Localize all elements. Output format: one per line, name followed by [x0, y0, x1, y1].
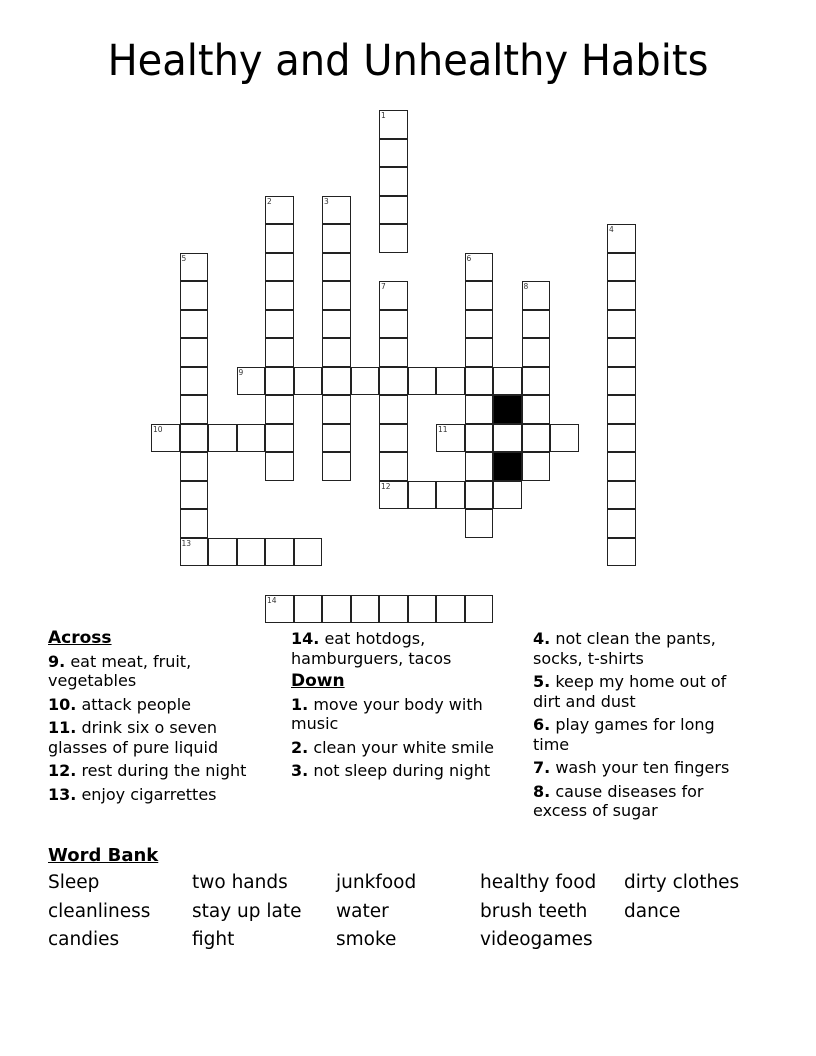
- grid-cell[interactable]: [208, 538, 237, 567]
- word-bank-item: [624, 929, 768, 958]
- clue-across-9: [48, 652, 278, 691]
- grid-cell[interactable]: [379, 281, 408, 310]
- word-bank-item: videogames: [480, 929, 593, 950]
- grid-cell[interactable]: [379, 110, 408, 139]
- clues-column-2: [291, 629, 516, 785]
- cell-number: 6: [466, 253, 472, 263]
- clue-across-12: [48, 761, 278, 781]
- clue-number: 13.: [48, 784, 77, 804]
- word-bank-item: stay up late: [192, 900, 302, 922]
- black-cell: [493, 395, 522, 424]
- word-bank-item: Sleep: [48, 872, 100, 893]
- grid-cell[interactable]: [180, 310, 209, 339]
- grid-cell[interactable]: [607, 310, 636, 339]
- grid-cell[interactable]: [436, 481, 465, 510]
- cell-number: 7: [381, 282, 386, 291]
- grid-cell[interactable]: [607, 424, 636, 453]
- grid-cell[interactable]: [237, 538, 266, 567]
- grid-cell[interactable]: [465, 595, 494, 624]
- grid-cell[interactable]: [265, 538, 294, 567]
- grid-cell[interactable]: [322, 338, 351, 367]
- grid-cell[interactable]: [151, 424, 180, 453]
- grid-cell[interactable]: [607, 452, 636, 481]
- grid-cell[interactable]: [180, 481, 209, 510]
- grid-cell[interactable]: [322, 424, 351, 453]
- cell-number: 1: [381, 111, 386, 120]
- grid-cell[interactable]: [379, 224, 408, 253]
- grid-cell[interactable]: [180, 395, 209, 424]
- across-header: Across: [48, 628, 112, 648]
- grid-cell[interactable]: [322, 253, 351, 282]
- grid-cell[interactable]: [294, 595, 323, 624]
- grid-cell[interactable]: [265, 196, 294, 225]
- clue-number: 11.: [48, 718, 77, 737]
- grid-cell[interactable]: [322, 310, 351, 339]
- grid-cell[interactable]: [180, 509, 209, 538]
- grid-cell[interactable]: [465, 452, 494, 481]
- grid-cell[interactable]: [237, 424, 266, 453]
- grid-cell[interactable]: [607, 509, 636, 538]
- grid-cell[interactable]: [436, 595, 465, 624]
- grid-cell[interactable]: [607, 253, 636, 282]
- grid-cell[interactable]: [322, 452, 351, 481]
- clue-text: eat meat, fruit, vegetables: [48, 651, 192, 690]
- grid-cell[interactable]: [351, 595, 380, 624]
- clue-across-10: [48, 695, 278, 715]
- grid-cell[interactable]: [408, 481, 437, 510]
- clue-text: play games for long time: [533, 715, 715, 754]
- word-bank-item: candies: [48, 929, 120, 950]
- grid-cell[interactable]: [408, 595, 437, 624]
- grid-cell[interactable]: [408, 367, 437, 396]
- cell-number: 12: [381, 481, 391, 491]
- grid-cell[interactable]: [294, 538, 323, 567]
- word-bank-row: [48, 901, 778, 930]
- cell-number: 5: [181, 253, 187, 263]
- clue-down-2: [291, 738, 516, 758]
- grid-cell[interactable]: [265, 224, 294, 253]
- clue-text: move your body with music: [291, 694, 483, 733]
- grid-cell[interactable]: [180, 281, 209, 310]
- word-bank-item: brush teeth: [480, 900, 588, 922]
- grid-cell[interactable]: [322, 224, 351, 253]
- grid-cell[interactable]: [322, 281, 351, 310]
- grid-cell[interactable]: [465, 395, 494, 424]
- grid-cell[interactable]: [180, 538, 209, 567]
- clue-number: 2.: [291, 737, 309, 757]
- clue-down-4: [533, 629, 753, 668]
- clue-text: rest during the night: [81, 761, 247, 780]
- grid-cell[interactable]: [237, 367, 266, 396]
- grid-cell[interactable]: [607, 224, 636, 253]
- clue-number: 10.: [48, 694, 77, 714]
- word-bank-item: healthy food: [480, 872, 597, 893]
- grid-cell[interactable]: [465, 424, 494, 453]
- clue-number: 1.: [291, 694, 309, 714]
- clue-number: 7.: [533, 758, 551, 777]
- grid-cell[interactable]: [522, 395, 551, 424]
- grid-cell[interactable]: [294, 367, 323, 396]
- grid-cell[interactable]: [522, 310, 551, 339]
- page-title: Healthy and Unhealthy Habits: [107, 36, 709, 86]
- grid-cell[interactable]: [493, 424, 522, 453]
- word-bank-item: two hands: [192, 872, 288, 893]
- cell-number: 2: [267, 196, 272, 206]
- clue-text: not sleep during night: [313, 761, 491, 780]
- grid-cell[interactable]: [607, 538, 636, 567]
- clues-column-3: [533, 629, 753, 825]
- grid-cell[interactable]: [379, 452, 408, 481]
- word-bank-item: dance: [624, 900, 681, 922]
- grid-cell[interactable]: [265, 367, 294, 396]
- cell-number: 11: [438, 424, 448, 434]
- word-bank-item: junkfood: [336, 872, 417, 893]
- word-bank-item: dirty clothes: [624, 872, 740, 893]
- grid-cell[interactable]: [180, 253, 209, 282]
- grid-cell[interactable]: [379, 167, 408, 196]
- grid-cell[interactable]: [180, 452, 209, 481]
- grid-cell[interactable]: [607, 481, 636, 510]
- grid-cell[interactable]: [436, 367, 465, 396]
- grid-cell[interactable]: [379, 338, 408, 367]
- grid-cell[interactable]: [379, 481, 408, 510]
- grid-cell[interactable]: [379, 424, 408, 453]
- grid-cell[interactable]: [607, 367, 636, 396]
- grid-cell[interactable]: [379, 395, 408, 424]
- word-bank: [48, 872, 778, 958]
- grid-cell[interactable]: [379, 310, 408, 339]
- word-bank-item: cleanliness: [48, 900, 151, 922]
- word-bank-item: water: [336, 900, 389, 922]
- clue-down-3: [291, 761, 516, 781]
- clue-text: cause diseases for excess of sugar: [533, 781, 704, 820]
- grid-cell[interactable]: [265, 253, 294, 282]
- grid-cell[interactable]: [265, 452, 294, 481]
- grid-cell[interactable]: [493, 367, 522, 396]
- grid-cell[interactable]: [522, 424, 551, 453]
- grid-cell[interactable]: [265, 338, 294, 367]
- grid-cell[interactable]: [465, 310, 494, 339]
- clue-text: attack people: [81, 694, 191, 714]
- clue-across-11: [48, 718, 278, 757]
- clue-number: 5.: [533, 672, 551, 691]
- clue-down-5: [533, 672, 753, 711]
- clues-column-1: [48, 629, 278, 808]
- grid-cell[interactable]: [607, 281, 636, 310]
- grid-cell[interactable]: [465, 367, 494, 396]
- clue-down-8: [533, 782, 753, 821]
- word-bank-row: [48, 929, 778, 958]
- word-bank-row: [48, 872, 778, 901]
- cell-number: 9: [238, 367, 244, 377]
- clue-text: enjoy cigarrettes: [81, 784, 217, 804]
- grid-cell[interactable]: [522, 338, 551, 367]
- grid-cell[interactable]: [180, 338, 209, 367]
- clue-across-14: [291, 629, 516, 668]
- cell-number: 8: [523, 282, 529, 291]
- grid-cell[interactable]: [522, 281, 551, 310]
- clue-down-1: [291, 695, 516, 734]
- grid-cell[interactable]: [265, 595, 294, 624]
- grid-cell[interactable]: [379, 595, 408, 624]
- grid-cell[interactable]: [322, 367, 351, 396]
- word-bank-header: Word Bank: [48, 845, 159, 866]
- cell-number: 10: [153, 424, 163, 434]
- grid-cell[interactable]: [465, 253, 494, 282]
- grid-cell[interactable]: [322, 395, 351, 424]
- clue-text: wash your ten fingers: [555, 758, 730, 777]
- clue-number: 9.: [48, 651, 66, 671]
- grid-cell[interactable]: [180, 424, 209, 453]
- clue-down-6: [533, 715, 753, 754]
- grid-cell[interactable]: [379, 196, 408, 225]
- cell-number: 4: [609, 225, 614, 234]
- clue-number: 14.: [291, 629, 320, 648]
- black-cell: [493, 452, 522, 481]
- grid-cell[interactable]: [522, 452, 551, 481]
- cell-number: 3: [324, 196, 329, 206]
- grid-cell[interactable]: [465, 481, 494, 510]
- grid-cell[interactable]: [180, 367, 209, 396]
- clue-text: drink six o seven glasses of pure liquid: [48, 718, 219, 757]
- clue-number: 4.: [533, 629, 551, 648]
- grid-cell[interactable]: [465, 338, 494, 367]
- grid-cell[interactable]: [379, 139, 408, 168]
- clue-down-7: [533, 758, 753, 778]
- clue-number: 8.: [533, 781, 551, 801]
- down-header: Down: [291, 671, 345, 691]
- cell-number: 14: [267, 595, 277, 605]
- word-bank-item: smoke: [336, 929, 397, 950]
- grid-cell[interactable]: [265, 281, 294, 310]
- clue-number: 12.: [48, 761, 77, 780]
- cell-number: 13: [181, 538, 192, 548]
- word-bank-item: fight: [192, 929, 235, 950]
- grid-cell[interactable]: [465, 509, 494, 538]
- clue-text: clean your white smile: [313, 737, 495, 757]
- grid-cell[interactable]: [607, 395, 636, 424]
- grid-cell[interactable]: [465, 281, 494, 310]
- clue-text: keep my home out of dirt and dust: [533, 672, 727, 711]
- grid-cell[interactable]: [322, 196, 351, 225]
- grid-cell[interactable]: [522, 367, 551, 396]
- clue-across-13: [48, 785, 278, 805]
- grid-cell[interactable]: [322, 595, 351, 624]
- clue-text: eat hotdogs, hamburguers, tacos: [291, 629, 452, 668]
- grid-cell[interactable]: [265, 424, 294, 453]
- grid-cell[interactable]: [436, 424, 465, 453]
- grid-cell[interactable]: [265, 395, 294, 424]
- grid-cell[interactable]: [607, 338, 636, 367]
- clue-number: 3.: [291, 761, 309, 780]
- grid-cell[interactable]: [265, 310, 294, 339]
- clue-number: 6.: [533, 715, 551, 734]
- grid-cell[interactable]: [379, 367, 408, 396]
- grid-cell[interactable]: [351, 367, 380, 396]
- grid-cell[interactable]: [550, 424, 579, 453]
- clue-text: not clean the pants, socks, t-shirts: [533, 629, 716, 668]
- grid-cell[interactable]: [493, 481, 522, 510]
- grid-cell[interactable]: [208, 424, 237, 453]
